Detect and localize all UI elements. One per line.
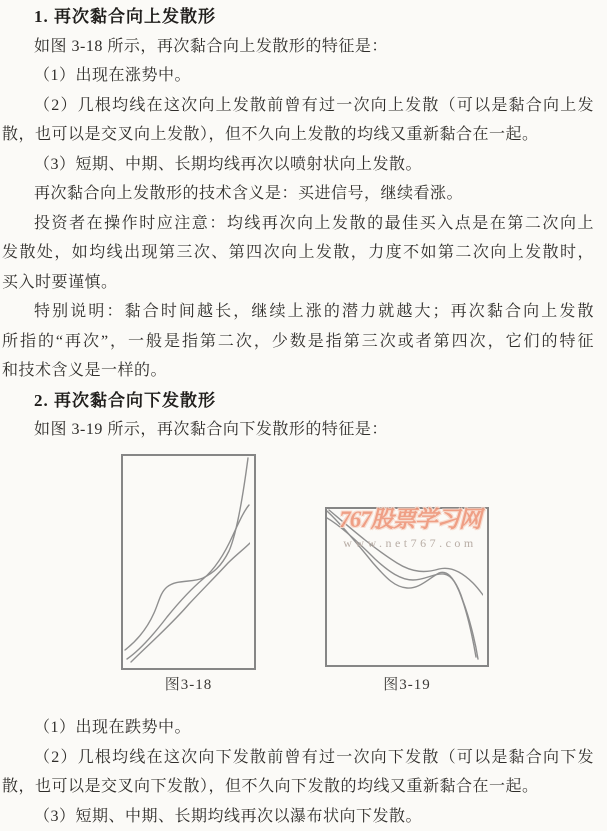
paragraph-line: （3）短期、中期、长期均线再次以瀑布状向下发散。 bbox=[34, 807, 423, 825]
ma-downward-divergence-curves bbox=[327, 509, 483, 661]
paragraph-line: （2）几根均线在这次向上发散前曾有过一次向上发散（可以是黏合向上发 bbox=[34, 96, 594, 114]
mid-term-ma-line bbox=[127, 505, 249, 659]
figure-caption-3-19: 图3-19 bbox=[383, 677, 431, 693]
paragraph-line: 散，也可以是交叉向下发散），但不久向下发散的均线又重新黏合在一起。 bbox=[2, 778, 539, 795]
paragraph-line: （1）出现在跌势中。 bbox=[34, 719, 192, 736]
section-heading: 2. 再次黏合向下发散形 bbox=[34, 390, 216, 410]
figure-3-19 bbox=[325, 507, 489, 667]
paragraph-line: 所指的“再次”，一般是指第二次，少数是指第三次或者第四次，它们的特征 bbox=[2, 332, 594, 350]
text-section-lower bbox=[0, 709, 607, 831]
paragraph-line: 和技术含义是一样的。 bbox=[2, 362, 168, 379]
long-term-ma-line bbox=[131, 543, 250, 662]
paragraph-line: 如图 3-19 所示，再次黏合向下发散形的特征是： bbox=[34, 421, 388, 438]
paragraph-line: （1）出现在涨势中。 bbox=[34, 67, 192, 84]
paragraph-line: 如图 3-18 所示，再次黏合向上发散形的特征是： bbox=[34, 37, 388, 55]
paragraph-line: 散，也可以是交叉向上发散），但不久向上发散的均线又重新黏合在一起。 bbox=[2, 126, 539, 143]
short-term-ma-line bbox=[125, 458, 248, 650]
paragraph-line: 发散处，如均线出现第三次、第四次向上发散，力度不如第二次向上发散时， bbox=[2, 244, 594, 261]
long-term-ma-line bbox=[329, 510, 483, 595]
paragraph-line: 买入时要谨慎。 bbox=[2, 273, 118, 291]
figures-row bbox=[0, 443, 607, 709]
section-heading: 1. 再次黏合向上发散形 bbox=[34, 7, 216, 26]
paragraph-line: （3）短期、中期、长期均线再次以喷射状向上发散。 bbox=[34, 155, 423, 173]
mid-term-ma-line bbox=[327, 518, 478, 659]
short-term-ma-line bbox=[327, 511, 476, 657]
figure-3-18 bbox=[121, 454, 256, 670]
paragraph-line: （2）几根均线在这次向下发散前曾有过一次向下发散（可以是黏合向下发 bbox=[34, 748, 594, 766]
paragraph-line: 再次黏合向上发散形的技术含义是：买进信号，继续看涨。 bbox=[34, 185, 464, 202]
paragraph-line: 特别说明：黏合时间越长，继续上涨的潜力就越大；再次黏合向上发散 bbox=[34, 303, 594, 320]
ma-upward-divergence-curves bbox=[123, 456, 250, 664]
watermark-site-name: 767股票学习网 bbox=[339, 507, 481, 532]
figure-caption-3-18: 图3-18 bbox=[164, 677, 213, 693]
paragraph-line: 投资者在操作时应注意：均线再次向上发散的最佳买入点是在第二次向上 bbox=[34, 214, 594, 232]
watermark-site-url: www.net767.com bbox=[343, 536, 477, 550]
